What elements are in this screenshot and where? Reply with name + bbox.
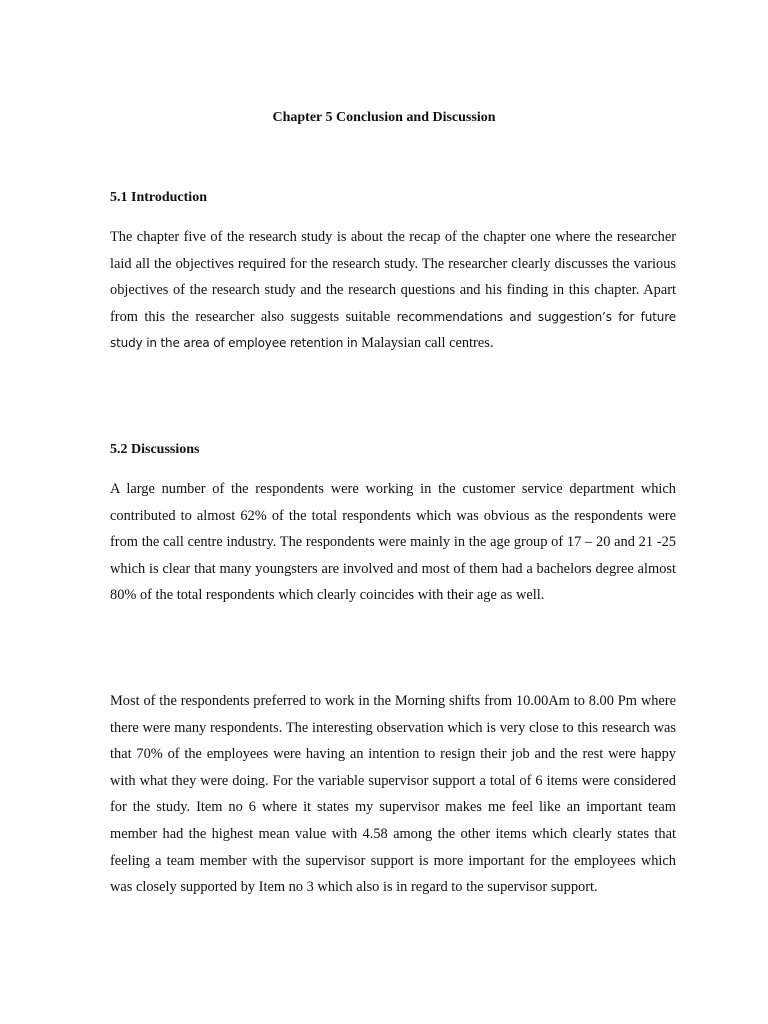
discussions-paragraph-2: Most of the respondents preferred to work in the Morning shifts from 10.00Am to 8.00 Pm where there were many respondents. The interesting observation which is very close to this research was that 70% of the employees were having an intention to resign their job and the rest were happy with what they were doing. For the variable supervisor support a total of 6 items were considered for the study. Item no 6 where it states my supervisor makes me feel like an important team member had the highest mean value with 4.58 among the other items which clearly states that feeling a team member with the supervisor support is more important for the employees which was closely supported by Item no 3 which also is in regard to the supervisor support. (110, 693, 676, 896)
introduction-text-alt-font: recommendations and suggestion’s for future study in the area of employee retention in (110, 309, 676, 351)
introduction-text: The chapter five of the research study is about the recap of the chapter one where the researcher laid all the objectives required for the research study. The researcher clearly discusses the various objectives of the research study and the research questions and his finding in this chapter. Apart from this the researcher also suggests suitable (110, 229, 676, 325)
section-heading-introduction: 5.1 Introduction (110, 190, 207, 205)
chapter-title: Chapter 5 Conclusion and Discussion (272, 110, 496, 125)
section-heading-discussions: 5.2 Discussions (110, 442, 200, 457)
discussions-paragraph-1: A large number of the respondents were working in the customer service department which contributed to almost 62% of the total respondents which was obvious as the respondents were from the call centre industry. The respondents were mainly in the age group of 17 – 20 and 21 -25 which is clear that many youngsters are involved and most of them had a bachelors degree almost 80% of the total respondents which clearly coincides with their age as well. (110, 481, 676, 604)
introduction-paragraph (110, 224, 676, 357)
introduction-text-end: Malaysian call centres. (361, 335, 494, 352)
